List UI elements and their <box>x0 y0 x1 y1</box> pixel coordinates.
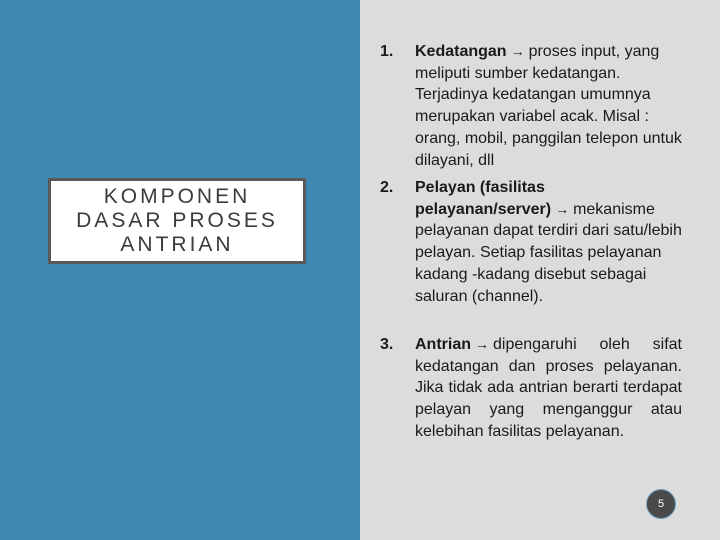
item-term: Kedatangan <box>415 43 507 60</box>
title-line-3: ANTRIAN <box>120 233 234 256</box>
title-line-2: DASAR PROSES <box>76 209 278 232</box>
slide-title <box>62 185 292 257</box>
item-number: 2. <box>380 179 394 196</box>
title-line-1: KOMPONEN <box>103 185 251 208</box>
right-arrow-icon: → <box>510 43 525 59</box>
page-number-badge <box>646 489 676 519</box>
item-number: 1. <box>380 43 394 60</box>
item-body <box>415 334 682 443</box>
right-arrow-icon: → <box>555 200 570 217</box>
page-number: 5 <box>657 498 665 510</box>
item-term: Pelayan (fasilitas pelayanan/server) <box>415 179 552 218</box>
title-box <box>48 178 306 264</box>
item-text: proses input, yang meliputi sumber kedatangan. Terjadinya kedatangan umumnya merupakan variabel acak. Misal : orang, mobil, panggilan telepon untuk dilayani, dll <box>415 43 682 169</box>
right-arrow-icon: → <box>475 336 489 352</box>
item-text: dipengaruhi oleh sifat kedatangan dan proses pelayanan. Jika tidak ada antrian berarti terdapat pelayan yang menganggur atau kelebihan fasilitas pelayanan. <box>415 336 682 440</box>
item-number: 3. <box>380 336 394 353</box>
item-text: mekanisme pelayanan dapat terdiri dari satu/lebih pelayan. Setiap fasilitas pelayanan kadang -kadang disebut sebagai saluran (channel). <box>415 200 682 305</box>
item-body <box>415 41 682 171</box>
item-body <box>415 177 682 307</box>
item-term: Antrian <box>415 336 471 353</box>
